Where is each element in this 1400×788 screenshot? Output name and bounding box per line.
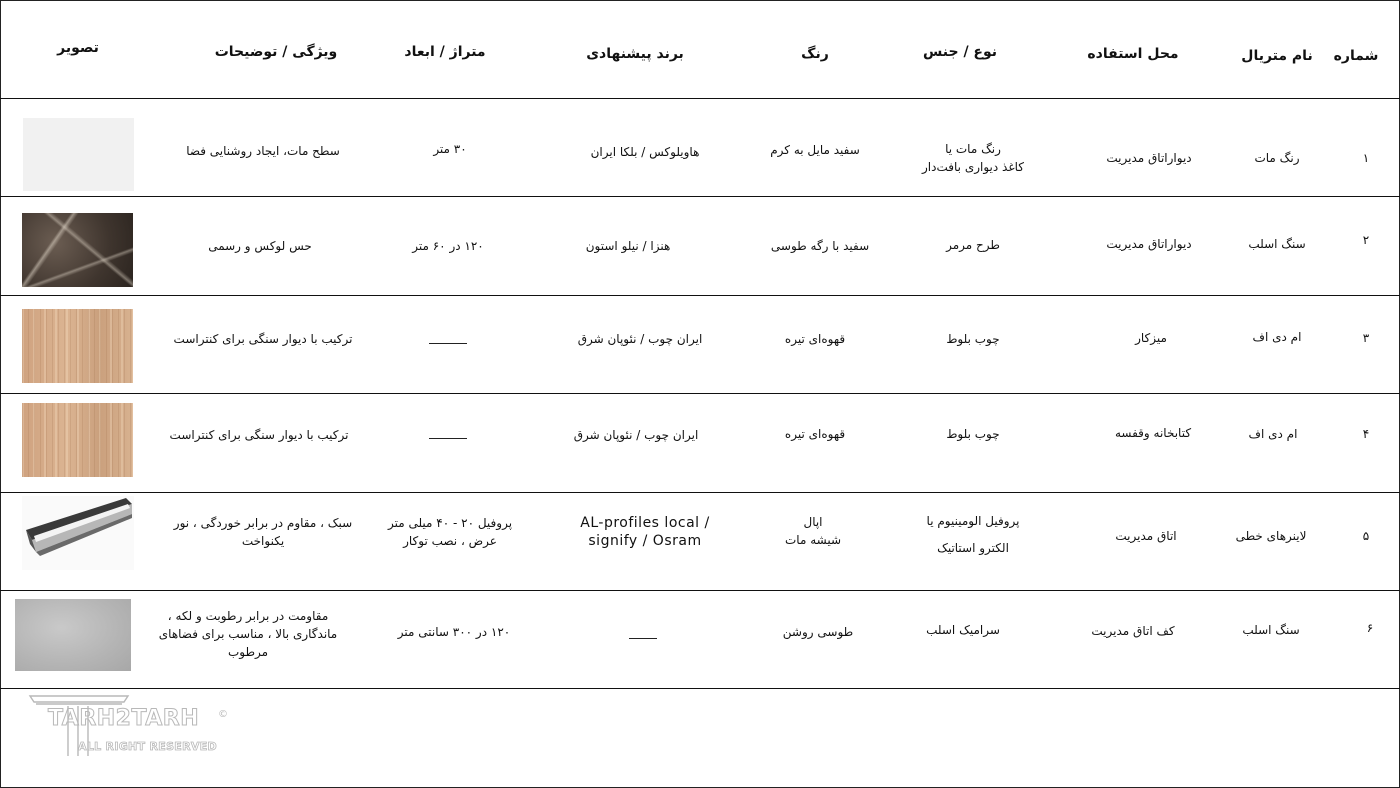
material-brand-line: AL-profiles local / xyxy=(580,515,710,531)
usage-location: دیواراتاق مدیریت xyxy=(1106,151,1192,165)
material-type-line: رنگ مات یا xyxy=(945,142,1001,156)
usage-location: میزکار xyxy=(1135,331,1167,345)
row-divider xyxy=(0,393,1400,394)
material-features-line: ماندگاری بالا ، مناسب برای فضاهای xyxy=(158,627,338,641)
material-dimensions xyxy=(370,512,530,552)
material-features xyxy=(146,606,350,662)
header-color: رنگ xyxy=(801,46,829,62)
ceramic-slab-swatch-icon xyxy=(15,599,131,671)
material-name: لاینرهای خطی xyxy=(1235,529,1307,543)
material-features-line: سبک ، مقاوم در برابر خوردگی ، نور xyxy=(173,516,353,530)
material-name: ام دی اف xyxy=(1248,427,1298,441)
material-features: حس لوکس و رسمی xyxy=(208,239,312,253)
empty-value-dash xyxy=(429,343,467,344)
header-usage-location: محل استفاده xyxy=(1087,46,1179,62)
material-color xyxy=(770,512,856,550)
usage-location: کتابخانه وقفسه xyxy=(1114,426,1192,440)
header-dimensions: متراژ / ابعاد xyxy=(404,44,486,60)
row-number: ۴ xyxy=(1362,427,1370,441)
material-brand: ایران چوب / نئوپان شرق xyxy=(573,428,699,442)
row-divider xyxy=(0,492,1400,493)
usage-location: دیواراتاق مدیریت xyxy=(1106,237,1192,251)
header-features: ویژگی / توضیحات xyxy=(214,44,338,60)
usage-location: اتاق مدیریت xyxy=(1115,529,1177,543)
material-type-line: کاغذ دیواری بافت‌دار xyxy=(922,160,1024,174)
material-name: ام دی اف xyxy=(1252,330,1302,344)
aluminum-profile-icon xyxy=(22,496,134,570)
header-brand: برند پیشنهادی xyxy=(586,46,684,62)
matte-paint-swatch-icon xyxy=(23,118,134,191)
oak-wood-swatch-icon xyxy=(22,403,133,477)
material-dimensions: ۱۲۰ در ۶۰ متر xyxy=(412,239,484,253)
material-type-line: الکترو استاتیک xyxy=(937,541,1009,555)
row-divider xyxy=(0,98,1400,99)
material-features-line: مرطوب xyxy=(227,645,269,659)
material-features: ترکیب با دیوار سنگی برای کنتراست xyxy=(173,332,353,346)
material-features: ترکیب با دیوار سنگی برای کنتراست xyxy=(169,428,349,442)
watermark-tagline: ALL RIGHT RESERVED xyxy=(78,740,217,753)
material-brand: هنزا / نیلو استون xyxy=(585,239,671,253)
material-type-line: پروفیل الومینیوم یا xyxy=(926,514,1020,528)
row-number: ۶ xyxy=(1366,621,1374,635)
material-brand xyxy=(610,628,676,648)
row-number: ۱ xyxy=(1362,151,1370,165)
material-type: چوب بلوط xyxy=(946,427,1000,441)
material-name: رنگ مات xyxy=(1254,151,1300,165)
copyright-icon: © xyxy=(218,709,228,720)
row-divider xyxy=(0,196,1400,197)
material-features-line: مقاومت در برابر رطوبت و لکه ، xyxy=(167,609,329,623)
empty-value-dash xyxy=(629,638,657,639)
material-type: چوب بلوط xyxy=(946,332,1000,346)
header-image: تصویر xyxy=(57,40,99,56)
header-number: شماره xyxy=(1333,48,1379,64)
header-type: نوع / جنس xyxy=(922,44,998,60)
row-number: ۳ xyxy=(1362,331,1370,345)
material-color: قهوه‌ای تیره xyxy=(784,332,846,346)
material-dimensions-line: عرض ، نصب توکار xyxy=(403,534,497,548)
row-divider xyxy=(0,295,1400,296)
material-color: سفید مایل به کرم xyxy=(770,143,860,157)
material-type xyxy=(880,508,1066,562)
material-brand xyxy=(560,512,730,552)
material-features xyxy=(150,512,376,552)
material-dimensions xyxy=(410,333,486,353)
material-dimensions xyxy=(410,428,486,448)
watermark-brand: TARH2TARH xyxy=(48,706,200,731)
material-type xyxy=(880,138,1066,178)
material-color: سفید با رگه طوسی xyxy=(770,239,870,253)
material-brand: هاویلوکس / بلکا ایران xyxy=(590,145,700,159)
material-name: سنگ اسلب xyxy=(1242,623,1300,637)
row-divider xyxy=(0,688,1400,689)
empty-value-dash xyxy=(429,438,467,439)
oak-wood-swatch-icon xyxy=(22,309,133,383)
material-features-line: یکنواخت xyxy=(241,534,285,548)
usage-location: کف اتاق مدیریت xyxy=(1091,624,1175,638)
material-color-line: شیشه مات xyxy=(785,533,842,547)
row-number: ۵ xyxy=(1362,529,1370,543)
material-name: سنگ اسلب xyxy=(1248,237,1306,251)
row-divider xyxy=(0,590,1400,591)
row-number: ۲ xyxy=(1362,233,1370,247)
material-type: سرامیک اسلب xyxy=(926,623,1000,637)
material-dimensions-line: پروفیل ۲۰ - ۴۰ میلی متر xyxy=(387,516,513,530)
material-color-line: اپال xyxy=(803,515,823,529)
material-brand: ایران چوب / نئوپان شرق xyxy=(577,332,703,346)
material-dimensions: ۳۰ متر xyxy=(433,142,467,156)
material-color: طوسی روشن xyxy=(782,625,854,639)
material-brand-line: signify / Osram xyxy=(588,533,702,549)
header-material-name: نام متریال xyxy=(1241,48,1313,64)
material-dimensions: ۱۲۰ در ۳۰۰ سانتی متر xyxy=(397,625,511,639)
material-type: طرح مرمر xyxy=(946,238,1000,252)
material-features: سطح مات، ایجاد روشنایی فضا xyxy=(186,144,340,158)
marble-swatch-icon xyxy=(22,213,133,287)
material-color: قهوه‌ای تیره xyxy=(784,427,846,441)
